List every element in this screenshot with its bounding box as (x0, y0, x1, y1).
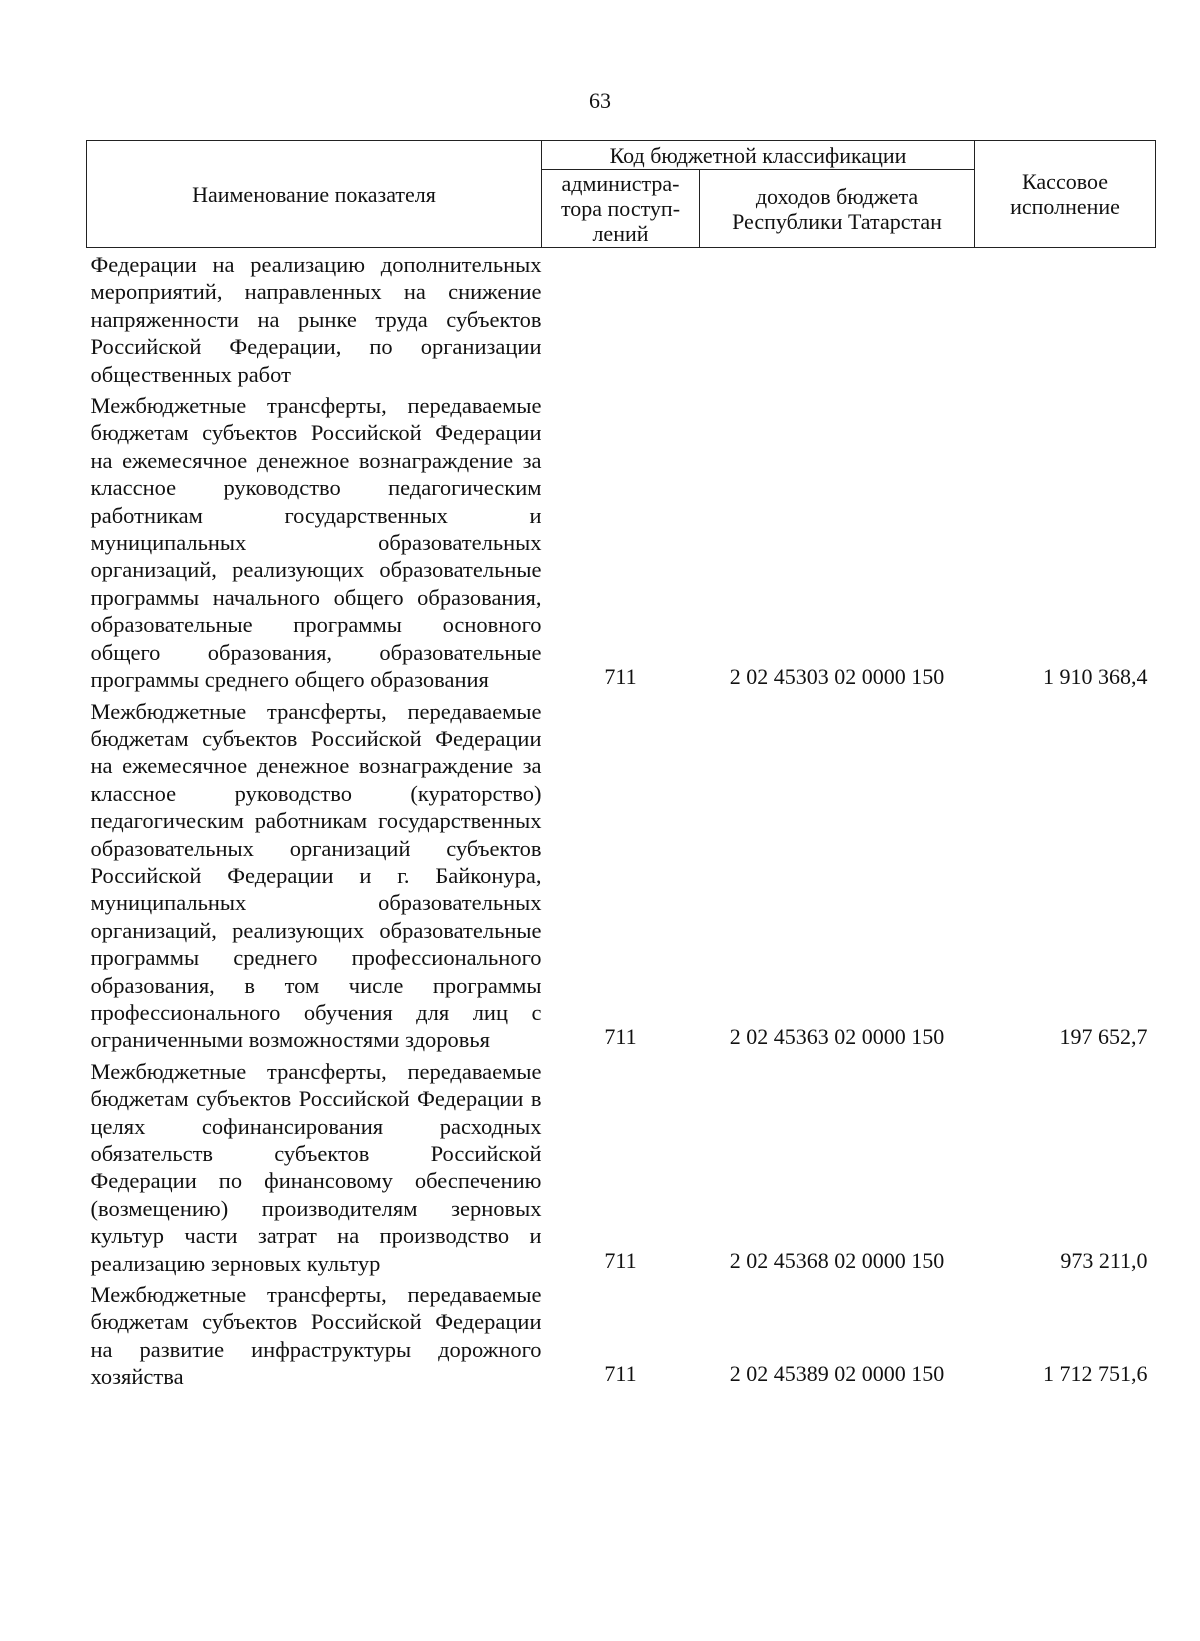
row-income-code: 2 02 45363 02 0000 150 (729, 1024, 945, 1050)
table-row (87, 248, 1156, 390)
header-name: Наименование показателя (87, 141, 542, 248)
page-number: 63 (589, 88, 611, 113)
row-admin-code (542, 248, 700, 390)
row-amount: 1 910 368,4 (1043, 664, 1148, 690)
row-amount (975, 248, 1156, 390)
table-row (87, 1055, 1156, 1278)
row-income-code (700, 248, 975, 390)
row-name: Межбюджетные трансферты, передаваемые бюджетам субъектов Российской Федерации на ежемесячное денежное вознаграждение за классное руководство педагогическим работникам государственных и муниципальных образовательных организаций, реализующих образовательные программы начального общего образования, образовательные программы основного общего образования, образовательные программы среднего общего образования (90, 393, 542, 693)
table-row (87, 695, 1156, 1055)
budget-table (86, 140, 1156, 1392)
table-row (87, 1278, 1156, 1392)
row-name: Федерации на реализацию дополнительных мероприятий, направленных на снижение напряженности на рынке труда субъектов Российской Федерации, по организации общественных работ (90, 252, 542, 387)
header-income: доходов бюджета Республики Татарстан (700, 170, 975, 248)
row-name: Межбюджетные трансферты, передаваемые бюджетам субъектов Российской Федерации в целях софинансирования расходных обязательств субъектов Российской Федерации по финансовому обеспечению (возмещению) производителям зерновых культур части затрат на производство и реализацию зерновых культур (90, 1058, 542, 1276)
row-name: Межбюджетные трансферты, передаваемые бюджетам субъектов Российской Федерации на ежемесячное денежное вознаграждение за классное руководство (кураторство) педагогическим работникам государственных образовательных организаций субъектов Российской Федерации и г. Байконура, муниципальных образовательных организаций, реализующих образовательные программы среднего профессионального образования, в том числе программы профессионального обучения для лиц с ограниченными возможностями здоровья (90, 698, 542, 1053)
row-income-code: 2 02 45368 02 0000 150 (729, 1247, 945, 1273)
row-admin-code: 711 (604, 1024, 637, 1050)
row-amount: 197 652,7 (1059, 1024, 1148, 1050)
row-admin-code: 711 (604, 1361, 637, 1387)
header-amount: Кассовое исполнение (975, 141, 1156, 248)
table-header (87, 141, 1156, 248)
header-admin: администра-тора поступ-лений (542, 170, 700, 248)
header-budget-code-group: Код бюджетной классификации (542, 141, 975, 170)
row-amount: 1 712 751,6 (1043, 1361, 1148, 1387)
row-admin-code: 711 (604, 664, 637, 690)
row-income-code: 2 02 45303 02 0000 150 (729, 664, 945, 690)
table-body (87, 248, 1156, 1392)
row-admin-code: 711 (604, 1247, 637, 1273)
row-income-code: 2 02 45389 02 0000 150 (729, 1361, 945, 1387)
table-row (87, 389, 1156, 694)
row-amount: 973 211,0 (1060, 1247, 1148, 1273)
row-name: Межбюджетные трансферты, передаваемые бюджетам субъектов Российской Федерации на развитие инфраструктуры дорожного хозяйства (90, 1282, 542, 1390)
